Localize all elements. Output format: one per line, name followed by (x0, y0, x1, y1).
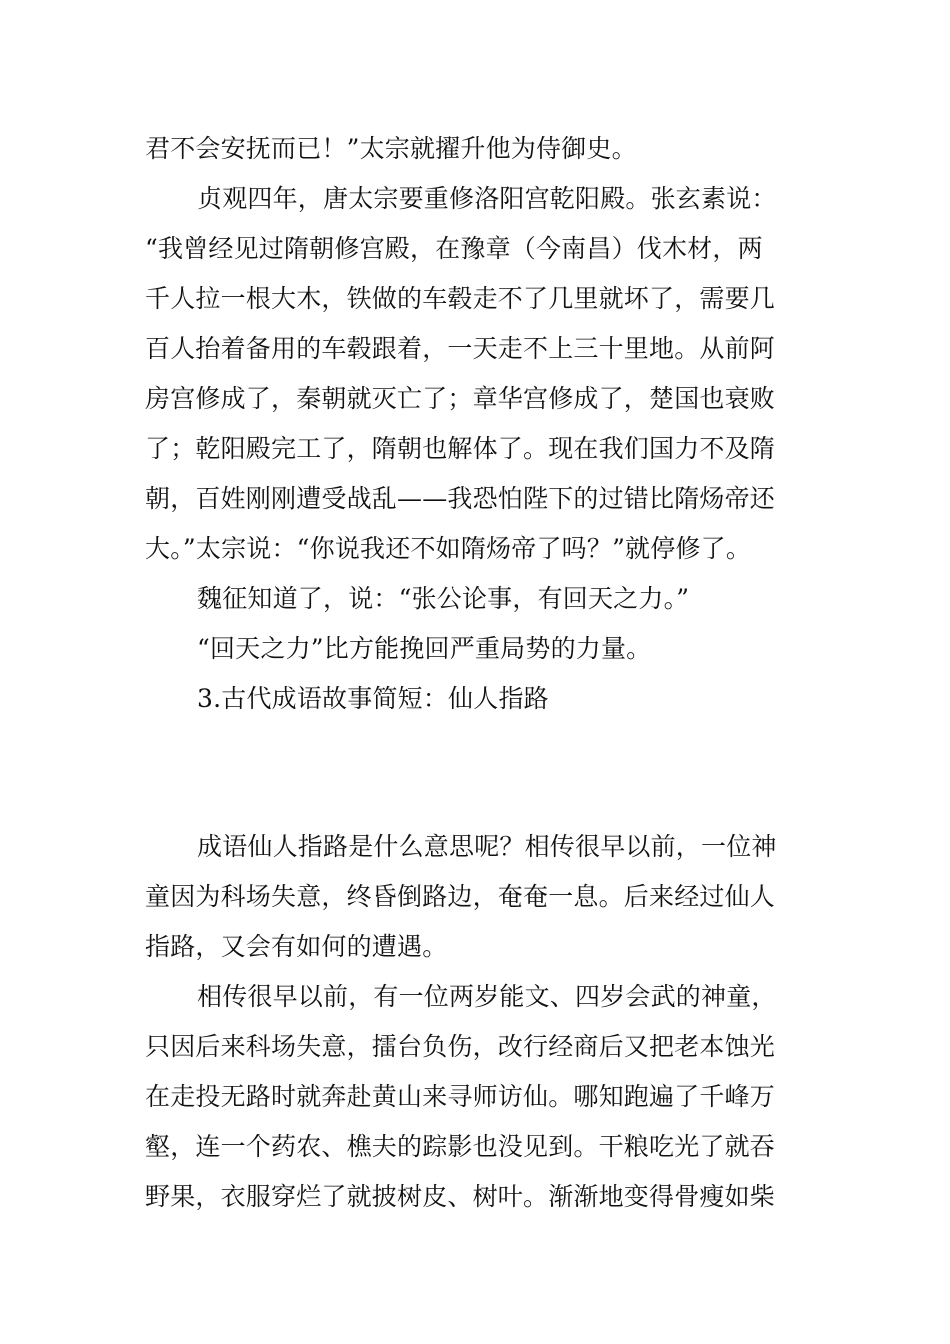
text-line: 了；乾阳殿完工了，隋朝也解体了。现在我们国力不及隋 (145, 434, 776, 463)
text-line: 贞观四年，唐太宗要重修洛阳宫乾阳殿。张玄素说： (197, 184, 777, 213)
text-line: 野果，衣服穿烂了就披树皮、树叶。渐渐地变得骨瘦如柴 (145, 1182, 776, 1211)
text-line: 大。”太宗说：“你说我还不如隋炀帝了吗？”就停修了。 (145, 534, 752, 563)
text-line: “我曾经见过隋朝修宫殿，在豫章（今南昌）伐木材，两 (145, 234, 763, 263)
text-line: “回天之力”比方能挽回严重局势的力量。 (197, 634, 652, 663)
text-line: 千人拉一根大木，铁做的车毂走不了几里就坏了，需要几 (145, 284, 776, 313)
text-line: 壑，连一个药农、樵夫的踪影也没见到。干粮吃光了就吞 (145, 1132, 776, 1161)
text-line: 相传很早以前，有一位两岁能文、四岁会武的神童， (197, 982, 777, 1011)
text-line: 百人抬着备用的车毂跟着，一天走不上三十里地。从前阿 (145, 334, 776, 363)
text-line: 指路，又会有如何的遭遇。 (145, 932, 448, 961)
text-section-b (145, 822, 807, 1222)
section-heading: 3.古代成语故事简短：仙人指路 (197, 684, 549, 713)
text-line: 魏征知道了，说：“张公论事，有回天之力。” (197, 584, 690, 613)
text-line: 房宫修成了，秦朝就灭亡了；章华宫修成了，楚国也衰败 (145, 384, 776, 413)
text-line: 君不会安抚而已！”太宗就擢升他为侍御史。 (145, 134, 637, 163)
text-line: 成语仙人指路是什么意思呢？相传很早以前，一位神 (197, 832, 777, 861)
text-line: 在走投无路时就奔赴黄山来寻师访仙。哪知跑遍了千峰万 (145, 1082, 776, 1111)
text-line: 朝，百姓刚刚遭受战乱——我恐怕陛下的过错比隋炀帝还 (145, 484, 776, 513)
text-line: 童因为科场失意，终昏倒路边，奄奄一息。后来经过仙人 (145, 882, 776, 911)
text-section-a (145, 124, 807, 724)
text-line: 只因后来科场失意，擂台负伤，改行经商后又把老本蚀光 (145, 1032, 776, 1061)
